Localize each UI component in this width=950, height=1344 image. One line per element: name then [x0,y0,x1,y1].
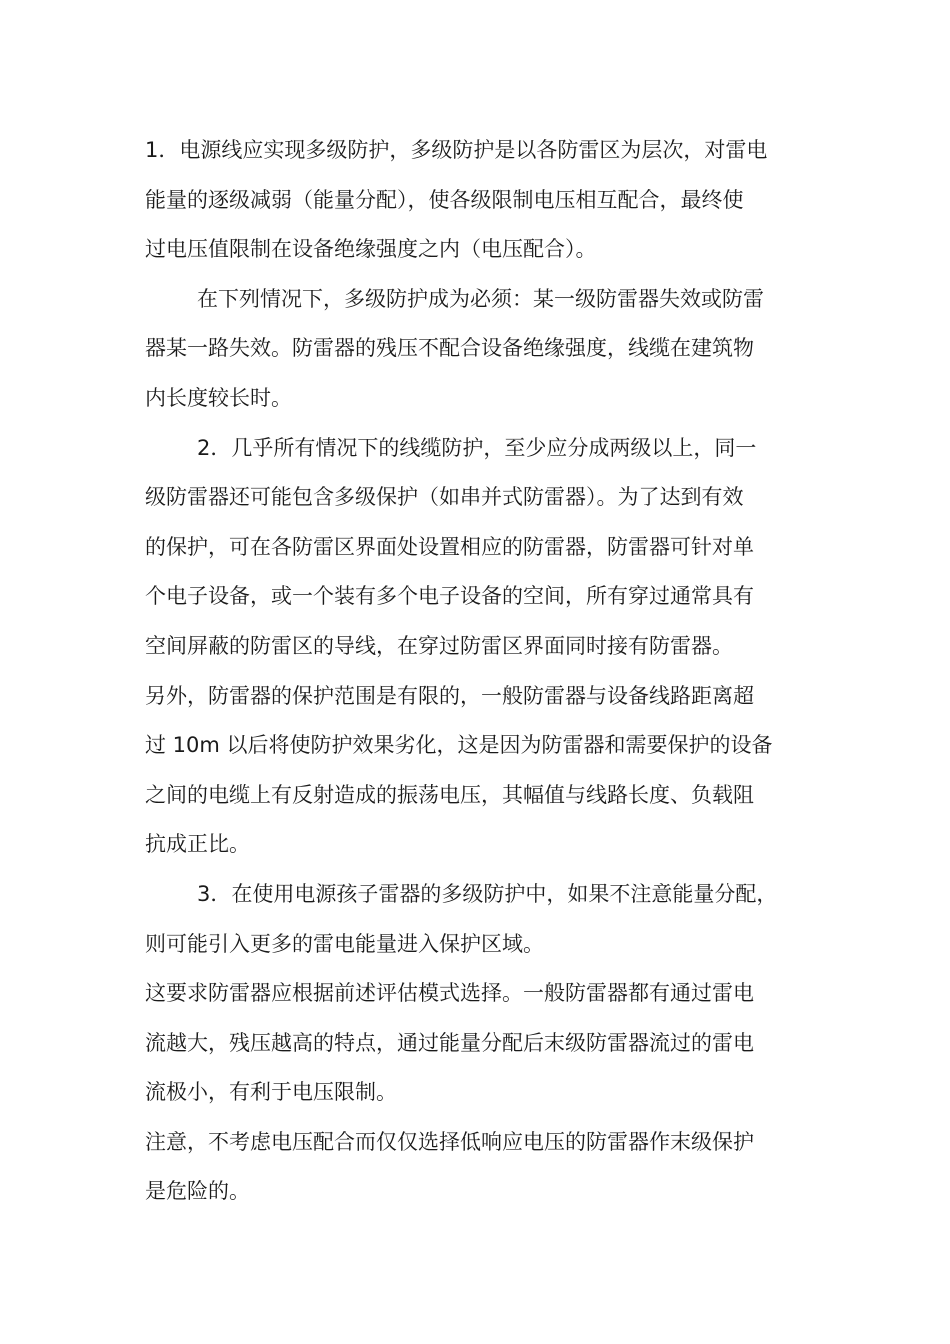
text-line: 另外，防雷器的保护范围是有限的，一般防雷器与设备线路距离超 [145,683,754,708]
text-line: 的保护，可在各防雷区界面处设置相应的防雷器，防雷器可针对单 [145,534,754,559]
text-line: 1．电源线应实现多级防护，多级防护是以各防雷区为层次，对雷电 [145,138,768,162]
text-line: 空间屏蔽的防雷区的导线，在穿过防雷区界面同时接有防雷器。 [145,633,733,658]
text-line: 级防雷器还可能包含多级保护（如串并式防雷器）。为了达到有效 [145,485,744,510]
text-line: 之间的电缆上有反射造成的振荡电压，其幅值与线路长度、负载阻 [145,782,754,807]
text-line: 这要求防雷器应根据前述评估模式选择。一般防雷器都有通过雷电 [145,981,754,1006]
text-line: 过 10m 以后将使防护效果劣化，这是因为防雷器和需要保护的设备 [145,733,773,758]
text-line: 个电子设备，或一个装有多个电子设备的空间，所有穿过通常具有 [145,584,754,609]
text-line: 3．在使用电源孩子雷器的多级防护中，如果不注意能量分配， [197,881,778,906]
text-line: 则可能引入更多的雷电能量进入保护区域。 [145,931,544,956]
text-line: 抗成正比。 [145,832,250,857]
text-line: 流越大，残压越高的特点，通过能量分配后末级防雷器流过的雷电 [145,1030,754,1055]
text-line: 是危险的。 [145,1179,250,1204]
text-line: 器某一路失效。防雷器的残压不配合设备绝缘强度，线缆在建筑物 [145,336,754,361]
text-line: 能量的逐级减弱（能量分配），使各级限制电压相互配合，最终使 [145,187,744,212]
document-body [145,126,845,1217]
text-line: 注意，不考虑电压配合而仅仅选择低响应电压的防雷器作末级保护 [145,1129,754,1154]
text-line: 过电压值限制在设备绝缘强度之内（电压配合）。 [145,237,597,262]
text-line: 在下列情况下，多级防护成为必须：某一级防雷器失效或防雷 [197,286,764,311]
text-line: 2．几乎所有情况下的线缆防护，至少应分成两级以上，同一 [197,435,757,460]
text-line: 内长度较长时。 [145,385,292,410]
text-line: 流极小，有利于电压限制。 [145,1080,397,1105]
